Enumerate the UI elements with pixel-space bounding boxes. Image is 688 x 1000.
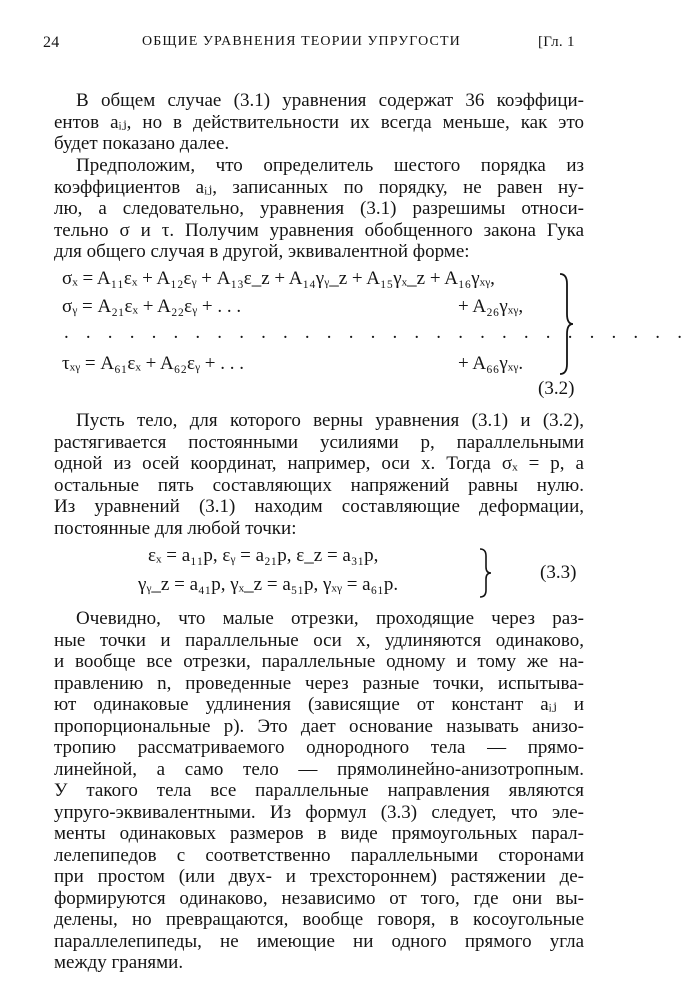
- text-line: Пусть тело, для которого верны уравнения (3.1) и (3.2),: [76, 410, 584, 431]
- text-line: Очевидно, что малые отрезки, проходящие через раз-: [76, 608, 584, 629]
- text-line: растягивается постоянными усилиями p, параллельными: [54, 431, 584, 453]
- text-line: лелепипедов с соответственно параллельными сторонами: [54, 844, 584, 866]
- text-line: лю, а следовательно, уравнения (3.1) разрешимы относи-: [54, 198, 584, 219]
- right-brace: [478, 547, 492, 599]
- paragraph-1: [54, 90, 584, 155]
- text-line: одной из осей координат, например, оси x. Тогда σₓ = p, а: [54, 453, 584, 474]
- text-line: параллелепипеды, не имеющие ни одного прямого угла: [54, 930, 584, 952]
- equation-row: + A₂₆γₓᵧ,: [458, 296, 524, 317]
- text-line: тельно σ и τ. Получим уравнения обобщенного закона Гука: [54, 219, 584, 241]
- text-line: пропорциональные p). Это дает основание называть анизо-: [54, 715, 584, 737]
- equation-ellipsis-row: . . . . . . . . . . . . . . . . . . . . . . . . . . . . .: [64, 322, 688, 343]
- text-line: между гранями.: [54, 952, 184, 973]
- equation-row: + A₆₆γₓᵧ.: [458, 353, 524, 374]
- equation-row: εₓ = a₁₁p, εᵧ = a₂₁p, ε_z = a₃₁p,: [148, 545, 379, 566]
- text-line: тропию рассматриваемого однородного тела — прямо-: [54, 737, 584, 758]
- text-line: упруго-эквивалентными. Из формул (3.3) следует, что эле-: [54, 801, 584, 823]
- text-line: линейной, а само тело — прямолинейно-анизотропным.: [54, 758, 584, 780]
- text-line: ентов aᵢⱼ, но в действительности их всегда меньше, как это: [54, 111, 584, 133]
- text-line: коэффициентов aᵢⱼ, записанных по порядку, не равен ну-: [54, 176, 584, 198]
- page-number: 24: [43, 34, 60, 51]
- text-line: Из уравнений (3.1) находим составляющие деформации,: [54, 496, 584, 517]
- text-line: при простом (или двух- и трехстороннем) растяжении де-: [54, 866, 584, 887]
- equation-number: (3.3): [540, 562, 577, 583]
- text-line: Предположим, что определитель шестого порядка из: [76, 155, 584, 176]
- paragraph-4: [54, 608, 584, 974]
- equation-row: σₓ = A₁₁εₓ + A₁₂εᵧ + A₁₃ε_z + A₁₄γᵧ_z + A₁₅γₓ_z + A₁₆γₓᵧ,: [62, 268, 495, 289]
- text-line: В общем случае (3.1) уравнения содержат 36 коэффици-: [76, 90, 584, 111]
- text-line: У такого тела все параллельные направления являются: [54, 780, 584, 801]
- equation-row: σᵧ = A₂₁εₓ + A₂₂εᵧ + . . .: [62, 296, 242, 317]
- right-brace: [558, 272, 574, 376]
- text-line: делены, но превращаются, вообще говоря, в косоугольные: [54, 909, 584, 930]
- text-line: для общего случая в другой, эквивалентной форме:: [54, 241, 470, 262]
- equation-row: γᵧ_z = a₄₁p, γₓ_z = a₅₁p, γₓᵧ = a₆₁p.: [138, 574, 399, 595]
- paragraph-2: [54, 155, 584, 263]
- text-line: и вообще все отрезки, параллельные одному и тому же на-: [54, 651, 584, 672]
- text-line: ют одинаковые удлинения (зависящие от констант aᵢⱼ и: [54, 694, 584, 715]
- running-title: ОБЩИЕ УРАВНЕНИЯ ТЕОРИИ УПРУГОСТИ: [142, 34, 461, 49]
- text-line: правлению n, проведенные через разные точки, испытыва-: [54, 672, 584, 694]
- chapter-marker: [Гл. 1: [538, 34, 575, 50]
- equation-number: (3.2): [538, 378, 575, 399]
- text-line: ные точки и параллельные оси x, удлиняются одинаково,: [54, 629, 584, 651]
- text-line: формируются одинаково, независимо от того, где они вы-: [54, 887, 584, 909]
- text-line: будет показано далее.: [54, 133, 230, 154]
- paragraph-3: [54, 410, 584, 539]
- text-line: постоянные для любой точки:: [54, 517, 297, 539]
- text-line: остальные пять составляющих напряжений равны нулю.: [54, 474, 584, 496]
- equation-row: τₓᵧ = A₆₁εₓ + A₆₂εᵧ + . . .: [62, 353, 244, 374]
- text-line: менты одинаковых размеров в виде прямоугольных парал-: [54, 823, 584, 844]
